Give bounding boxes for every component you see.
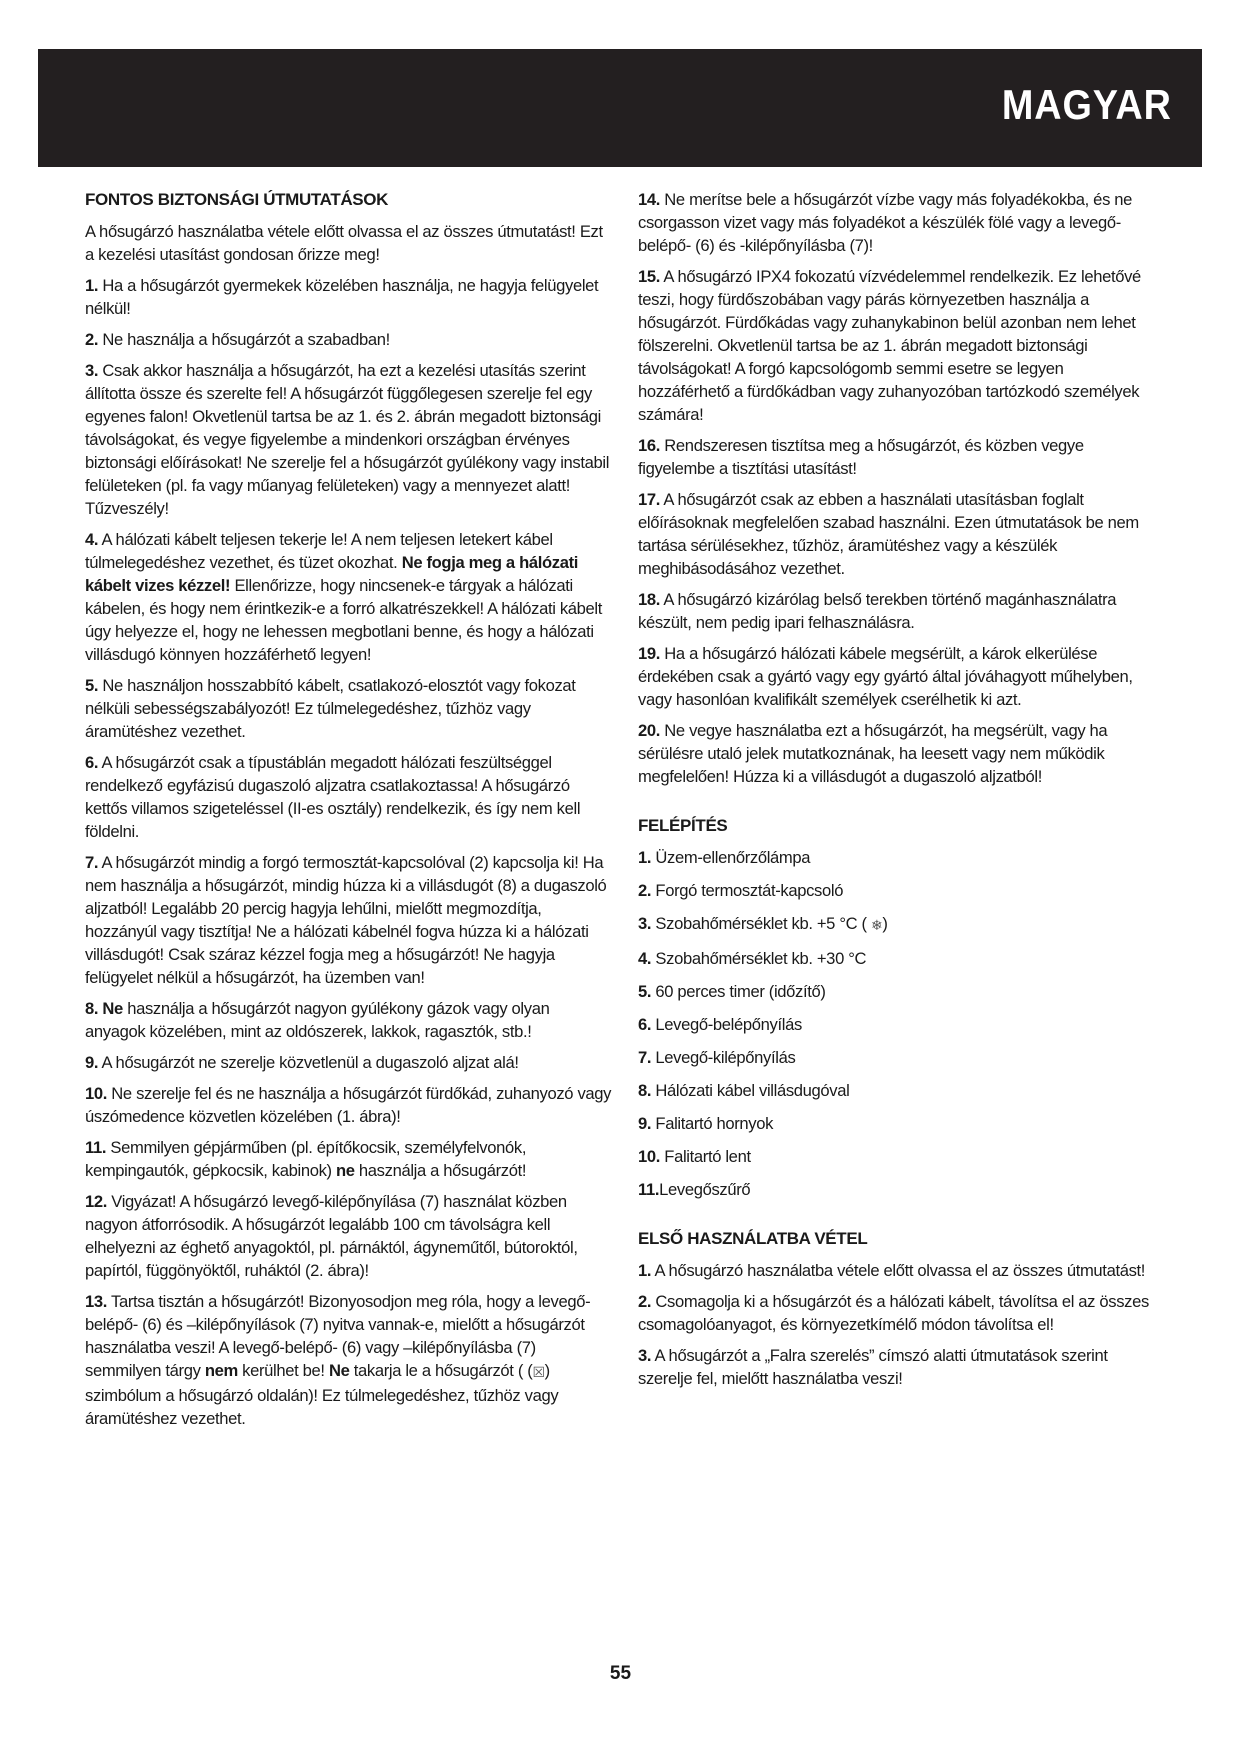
parts-item: 4. Szobahőmérséklet kb. +30 °C bbox=[638, 949, 867, 968]
safety-intro: A hősugárzó használatba vétele előtt olvassa el az összes útmutatást! Ezt a kezelési utasítást gondosan őrizze meg! bbox=[85, 222, 603, 264]
safety-heading: FONTOS BIZTONSÁGI ÚTMUTATÁSOK bbox=[85, 190, 389, 209]
parts-item: 11.Levegőszűrő bbox=[638, 1180, 751, 1199]
page-number: 55 bbox=[609, 1663, 632, 1684]
parts-item: 5. 60 perces timer (időzítő) bbox=[638, 982, 826, 1001]
safety-item: 8. Ne használja a hősugárzót nagyon gyúlékony gázok vagy olyan anyagok közelében, mint az oldószerek, lakkok, ragasztók, stb.! bbox=[85, 999, 550, 1041]
parts-item: 10. Falitartó lent bbox=[638, 1147, 751, 1166]
safety-item: 14. Ne merítse bele a hősugárzót vízbe vagy más folyadékokba, és ne csorgasson vizet vagy más folyadékot a készülék fölé vagy a levegő-belépő- (6) és -kilépőnyílásba (7)! bbox=[638, 190, 1133, 255]
safety-item: 2. Ne használja a hősugárzót a szabadban! bbox=[85, 330, 390, 349]
first-use-item: 1. A hősugárzó használatba vétele előtt olvassa el az összes útmutatást! bbox=[638, 1261, 1146, 1280]
parts-item: 1. Üzem-ellenőrzőlámpa bbox=[638, 848, 811, 867]
parts-item: 9. Falitartó hornyok bbox=[638, 1114, 774, 1133]
safety-item: 11. Semmilyen gépjárműben (pl. építőkocsik, személyfelvonók, kempingautók, gépkocsik, kabinok) ne használja a hősugárzót! bbox=[85, 1138, 527, 1180]
left-column bbox=[85, 188, 613, 1438]
safety-item: 16. Rendszeresen tisztítsa meg a hősugárzót, és közben vegye figyelembe a tisztítási utasítást! bbox=[638, 436, 1084, 478]
safety-item: 7. A hősugárzót mindig a forgó termosztát-kapcsolóval (2) kapcsolja ki! Ha nem használja a hősugárzót, mindig húzza ki a villásdugót (8) a dugaszoló aljzatból! Legalább 20 percig hagyja lehűlni, mielőtt megmozdítja, hozzányúl vagy tisztítja! Ne a hálózati kábelnél fogva húzza ki a hálózati villásdugót! Csak száraz kézzel fogja meg a hősugárzót! Ne hagyja felügyelet nélkül a hősugárzót, ha üzemben van! bbox=[85, 853, 607, 987]
safety-item: 3. Csak akkor használja a hősugárzót, ha ezt a kezelési utasítás szerint állította össze és szerelte fel! A hősugárzót függőlegesen szerelje fel egy egyenes falon! Okvetlenül tartsa be az 1. és 2. ábrán megadott biztonsági távolságokat, és vegye figyelembe a mindenkori országban érvényes biztonsági előírásokat! Ne szerelje fel a hősugárzót gyúlékony vagy instabil felületeken (pl. fa vagy műanyag felületeken) vagy a mennyezet alatt! Tűzveszély! bbox=[85, 361, 610, 518]
safety-item: 4. A hálózati kábelt teljesen tekerje le! A nem teljesen letekert kábel túlmelegedéshez vezethet, és tüzet okozhat. Ne fogja meg a hálózati kábelt vizes kézzel! Ellenőrizze, hogy nincsenek-e tárgyak a hálózati kábelen, és hogy nem érintkezik-e a forró alkatrészekkel! A hálózati kábelt úgy helyezze el, hogy ne lehessen megbotlani benne, és hogy a hálózati villásdugó könnyen hozzáférhető legyen! bbox=[85, 530, 603, 664]
parts-item: 7. Levegő-kilépőnyílás bbox=[638, 1048, 796, 1067]
frost-icon: ❄ bbox=[870, 917, 883, 933]
safety-item: 19. Ha a hősugárzó hálózati kábele megsérült, a károk elkerülése érdekében csak a gyártó vagy egy gyártó által jóváhagyott műhelyben, vagy hasonlóan kvalifikált személyek cserélhetik ki azt. bbox=[638, 644, 1133, 709]
first-use-item: 2. Csomagolja ki a hősugárzót és a hálózati kábelt, távolítsa el az összes csomagolóanyagot, és környezetkímélő módon távolítsa el! bbox=[638, 1292, 1149, 1334]
safety-item: 9. A hősugárzót ne szerelje közvetlenül a dugaszoló aljzat alá! bbox=[85, 1053, 519, 1072]
safety-item: 15. A hősugárzó IPX4 fokozatú vízvédelemmel rendelkezik. Ez lehetővé teszi, hogy fürdőszobában vagy párás környezetben használja a hősugárzót. Fürdőkádas vagy zuhanykabinon belül azonban nem lehet fölszerelni. Okvetlenül tartsa be az 1. ábrán megadott biztonsági távolságokat! A forgó kapcsológomb semmi esetre se legyen hozzáférhető a fürdőkádban vagy zuhanyozóban tartózkodó személyek számára! bbox=[638, 267, 1141, 424]
parts-item: 6. Levegő-belépőnyílás bbox=[638, 1015, 802, 1034]
safety-item: 13. Tartsa tisztán a hősugárzót! Bizonyosodjon meg róla, hogy a levegő-belépő- (6) és –kilépőnyílások (7) nyitva vannak-e, mielőtt a hősugárzót használatba veszi! A levegő-belépő- (6) vagy –kilépőnyílásba (7) semmilyen tárgy nem kerülhet be! Ne takarja le a hősugárzót ( (☒) szimbólum a hősugárzó oldalán)! Ez túlmelegedéshez, tűzhöz vagy áramütéshez vezethet. bbox=[85, 1292, 591, 1428]
first-use-heading: ELSŐ HASZNÁLATBA VÉTEL bbox=[638, 1229, 868, 1248]
safety-item: 12. Vigyázat! A hősugárzó levegő-kilépőnyílása (7) használat közben nagyon átforrósodik. A hősugárzót legalább 100 cm távolságra kell elhelyezni az éghető anyagoktól, pl. párnáktól, ágyneműtől, bútoroktól, papírtól, függönyöktől, ruháktól (2. ábra)! bbox=[85, 1192, 578, 1280]
safety-item: 6. A hősugárzót csak a típustáblán megadott hálózati feszültséggel rendelkező egyfázisú dugaszoló aljzatra csatlakoztassa! A hősugárzó kettős villamos szigeteléssel (II-es osztály) rendelkezik, és így nem kell földelni. bbox=[85, 753, 581, 841]
right-column bbox=[638, 188, 1158, 1398]
safety-item: 10. Ne szerelje fel és ne használja a hősugárzót fürdőkád, zuhanyozó vagy úszómedence közvetlen közelében (1. ábra)! bbox=[85, 1084, 612, 1126]
safety-item: 1. Ha a hősugárzót gyermekek közelében használja, ne hagyja felügyelet nélkül! bbox=[85, 276, 599, 318]
language-title: MAGYAR bbox=[1002, 81, 1172, 128]
safety-item: 18. A hősugárzó kizárólag belső terekben történő magánhasználatra készült, nem pedig ipari felhasználásra. bbox=[638, 590, 1117, 632]
do-not-cover-icon: ☒ bbox=[532, 1364, 545, 1380]
parts-section bbox=[638, 814, 1158, 1201]
header-band bbox=[38, 49, 1202, 167]
first-use-section bbox=[638, 1227, 1158, 1390]
parts-item: 2. Forgó termosztát-kapcsoló bbox=[638, 881, 844, 900]
parts-heading: FELÉPÍTÉS bbox=[638, 816, 728, 835]
first-use-item: 3. A hősugárzót a „Falra szerelés” címszó alatti útmutatások szerint szerelje fel, mielőtt használatba veszi! bbox=[638, 1346, 1108, 1388]
parts-item: 8. Hálózati kábel villásdugóval bbox=[638, 1081, 850, 1100]
parts-item: 3. Szobahőmérséklet kb. +5 °C ( ❄) bbox=[638, 912, 1158, 937]
safety-item: 17. A hősugárzót csak az ebben a használati utasításban foglalt előírásoknak megfelelően szabad használni. Ezen útmutatások be nem tartása sérülésekhez, tűzhöz, áramütéshez vagy a készülék meghibásodásához vezethet. bbox=[638, 490, 1139, 578]
safety-item: 5. Ne használjon hosszabbító kábelt, csatlakozó-elosztót vagy fokozat nélküli sebességszabályozót! Ez túlmelegedéshez, tűzhöz vagy áramütéshez vezethet. bbox=[85, 676, 576, 741]
safety-item: 20. Ne vegye használatba ezt a hősugárzót, ha megsérült, vagy ha sérülésre utaló jelek mutatkoznának, ha leesett vagy nem működik megfelelően! Húzza ki a villásdugót a dugaszoló aljzatból! bbox=[638, 721, 1108, 786]
